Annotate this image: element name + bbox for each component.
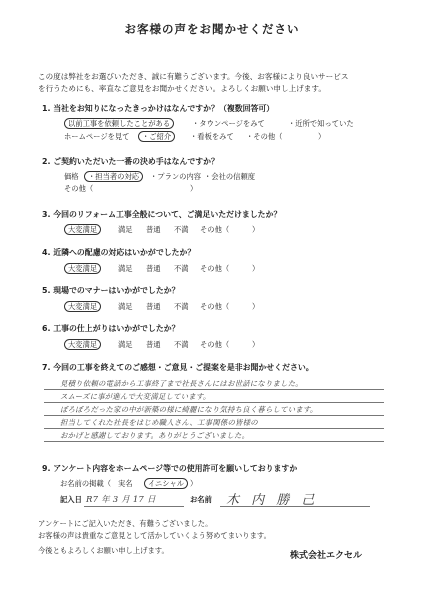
q5-rating-very-satisfied-text: 大変満足 (64, 301, 101, 312)
comment-text-1[interactable]: 見積り依頼の電話から工事終了まで社長さんにはお世話になりました。 (60, 379, 303, 388)
q4-rating-very-satisfied[interactable] (64, 264, 101, 274)
q3-label: 3. 今回のリフォーム工事全般について、ご満足いただけましたか？ (42, 210, 282, 219)
q1-option-homepage[interactable]: ホームページを見て (64, 132, 130, 141)
intro-line-2: を行うためにも、率直なご意見をお聞かせください。よろしくお願い申し上げます。 (38, 84, 326, 93)
q4-rating-very-satisfied-text: 大変満足 (64, 263, 101, 274)
q4-label: 4. 近隣への配慮の対応はいかがでしたか？ (42, 248, 196, 257)
q6-rating-very-satisfied[interactable] (64, 340, 101, 350)
q1-label: 1. 当社をお知りになったきっかけはなんですか？（複数回答可） (42, 104, 275, 113)
comment-line (44, 415, 384, 416)
q4-rating-satisfied[interactable]: 満足 (118, 264, 133, 273)
q6-rating-normal[interactable]: 普通 (146, 340, 161, 349)
q3-rating-normal[interactable]: 普通 (146, 225, 161, 234)
footer-line-3: 今後ともよろしくお願い申し上げます。 (38, 546, 169, 555)
q5-rating-very-satisfied[interactable] (64, 302, 101, 312)
q1-option-previous-text: 以前工事を依頼したことがある (64, 118, 174, 129)
q6-rating-dissatisfied[interactable]: 不満 (174, 340, 189, 349)
date-value[interactable]: R7 年 3 月 17 日 (86, 495, 156, 505)
page-title: お客様の声をお聞かせください (124, 22, 300, 36)
q1-option-other[interactable]: ・その他（ (246, 132, 283, 141)
q2-option-price[interactable]: 価格 (64, 172, 79, 181)
q2-option-staff[interactable] (84, 172, 143, 182)
name-label: お名前 (190, 495, 212, 504)
comment-line (44, 428, 384, 429)
name-value[interactable]: 木 内 勝 己 (226, 493, 319, 508)
q1-option-townpage[interactable]: ・タウンページをみて (192, 119, 265, 128)
name-display-close: ） (190, 479, 198, 488)
footer-line-1: アンケートにご記入いただき、有難うございました。 (38, 519, 213, 528)
q2-option-trust[interactable]: ・会社の信頼度 (204, 172, 256, 181)
q3-rating-dissatisfied[interactable]: 不満 (174, 225, 189, 234)
name-underline (220, 506, 370, 507)
q6-rating-other-close: ） (252, 340, 260, 349)
q5-label: 5. 現場でのマナーはいかがでしたか？ (42, 286, 180, 295)
q4-rating-normal[interactable]: 普通 (146, 264, 161, 273)
q1-option-neighborhood[interactable] (288, 119, 354, 129)
name-display-real-name[interactable]: 実名 (118, 479, 133, 488)
footer-line-2: お客様の声は貴重なご意見として活かしていくよう努めてまいります。 (38, 531, 271, 540)
q2-option-other-close: ） (190, 184, 198, 193)
q4-rating-other-close: ） (252, 264, 260, 273)
q5-rating-other[interactable]: その他（ (200, 302, 230, 311)
comment-line (44, 402, 384, 403)
comment-line (44, 389, 384, 390)
date-underline (84, 506, 184, 507)
q3-rating-very-satisfied[interactable] (64, 225, 101, 235)
q2-label: 2. ご契約いただいた一番の決め手はなんですか？ (42, 157, 219, 166)
q5-rating-dissatisfied[interactable]: 不満 (174, 302, 189, 311)
q6-rating-other[interactable]: その他（ (200, 340, 230, 349)
q1-option-signboard[interactable]: ・看板をみて (190, 132, 234, 141)
comment-text-2[interactable]: スムーズに事が進んで大変満足しています。 (60, 392, 211, 401)
intro-line-1: この度は弊社をお選びいただき、誠に有難うございます。今後、お客様により良いサービス (38, 72, 349, 81)
q1-option-referral[interactable] (138, 132, 175, 142)
q5-rating-satisfied[interactable]: 満足 (118, 302, 133, 311)
q5-rating-normal[interactable]: 普通 (146, 302, 161, 311)
q3-rating-other[interactable]: その他（ (200, 225, 230, 234)
name-display-label: お名前の掲載（ (60, 479, 112, 488)
comment-text-5[interactable]: おかげと感謝しております。ありがとうございました。 (60, 431, 250, 440)
q3-rating-very-satisfied-text: 大変満足 (64, 224, 101, 235)
q6-rating-satisfied[interactable]: 満足 (118, 340, 133, 349)
q4-rating-dissatisfied[interactable]: 不満 (174, 264, 189, 273)
q1-option-neighborhood-text: ・近所で知っていた (288, 119, 354, 128)
q2-option-staff-text: ・担当者の対応 (84, 171, 143, 182)
name-display-initial[interactable] (144, 479, 188, 489)
q2-option-other[interactable]: その他（ (64, 184, 94, 193)
name-display-initial-text: イニシャル (144, 478, 188, 489)
q3-rating-satisfied[interactable]: 満足 (118, 225, 133, 234)
q9-label: 9. アンケート内容をホームページ等での使用許可を願いしておりますか (42, 464, 298, 473)
comment-text-4[interactable]: 担当してくれた社長をはじめ職人さん、工事関係の皆様の (60, 418, 258, 427)
q3-rating-other-close: ） (252, 225, 260, 234)
q1-option-referral-text: ・ご紹介 (138, 131, 175, 142)
comment-text-3[interactable]: ぼろぼろだった家の中が新築の様に綺麗になり気持ち良く暮らしています。 (60, 405, 318, 414)
q1-option-other-close: ） (318, 132, 326, 141)
q7-label: 7. 今回の工事を終えてのご感想・ご意見・ご提案を是非お聞かせください。 (42, 363, 314, 372)
date-label: 記入日 (60, 495, 82, 504)
comment-line (44, 441, 384, 442)
q6-label: 6. 工事の仕上がりはいかがでしたか？ (42, 324, 180, 333)
company-name: 株式会社エクセル (290, 551, 363, 561)
q2-option-plan[interactable]: ・プランの内容 (150, 172, 202, 181)
q1-option-previous[interactable] (64, 119, 174, 129)
q6-rating-very-satisfied-text: 大変満足 (64, 339, 101, 350)
q4-rating-other[interactable]: その他（ (200, 264, 230, 273)
q5-rating-other-close: ） (252, 302, 260, 311)
